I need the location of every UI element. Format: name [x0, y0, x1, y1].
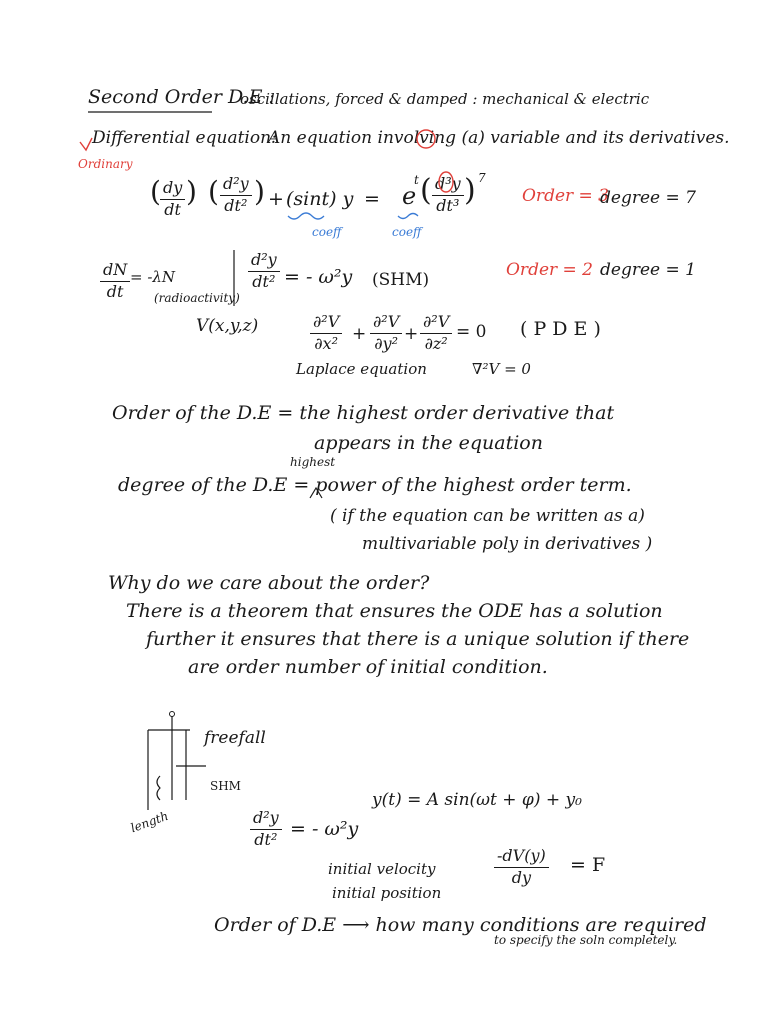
initial-velocity: initial velocity [328, 860, 436, 878]
coeff-note-2: coeff [392, 225, 422, 239]
footer-line-right: to specify the soln completely. [494, 933, 678, 947]
red-check [80, 138, 92, 150]
plus-sign: + [268, 188, 284, 210]
exp-superscript: t [414, 173, 419, 187]
why-question: Why do we care about the order? [108, 572, 430, 594]
highest-insert: highest [290, 455, 336, 469]
degree-seven: degree = 7 [600, 188, 696, 208]
pde-tag: ( P D E ) [520, 318, 601, 340]
plus-1: + [352, 324, 367, 344]
shm-equation-rhs: = - ω²y [290, 818, 359, 840]
paren-right-2: ) [254, 175, 265, 208]
power-seven: 7 [478, 171, 486, 185]
fraction-d2V-dz2: $\frac{\text{∂²V}}{\text{∂z²}}$ [420, 314, 452, 353]
why-line-2: further it ensures that there is a unique solution if there [146, 628, 690, 650]
degree-paren-2: multivariable poly in derivatives ) [362, 534, 653, 554]
fraction-dN-dt: $\frac{dN}{dt}$ [100, 262, 130, 301]
blue-squiggle-1 [288, 213, 324, 219]
nabla-equation: ∇²V = 0 [472, 360, 531, 378]
exp-base: e [402, 182, 417, 210]
paren-right-3: ) [464, 173, 476, 208]
degree-one: degree = 1 [600, 260, 696, 280]
fraction-dy-dt: $\frac{dy}{dt}$ [160, 180, 185, 219]
initial-position: initial position [332, 884, 442, 902]
shm-rhs: = - ω²y [284, 266, 353, 288]
fraction-d3y-dt3: $\frac{\text{d³y}}{\text{dt³}}$ [432, 176, 464, 215]
shm-label: SHM [210, 779, 241, 793]
order-definition-2: appears in the equation [314, 432, 543, 454]
pde-rhs: = 0 [456, 322, 487, 342]
order-three: Order = 3 [522, 186, 610, 206]
blue-squiggle-2 [398, 214, 418, 219]
diagram-top-dot [170, 712, 175, 717]
shm-solution: y(t) = A sin(ωt + φ) + y₀ [372, 790, 582, 810]
degree-definition: degree of the D.E = power of the highest order term. [118, 474, 632, 496]
equals-sign: = [364, 188, 380, 210]
force-rhs: = F [570, 854, 606, 876]
paren-left-2: ( [208, 175, 219, 208]
why-line-1: There is a theorem that ensures the ODE has a solution [126, 600, 663, 622]
paren-left-3: ( [420, 173, 432, 208]
radioactivity-note: (radioactivity) [154, 291, 240, 305]
fraction-shm: $\frac{\text{d²y}}{\text{dt²}}$ [248, 252, 280, 291]
diagram-brace [157, 776, 160, 800]
length-label: length [128, 808, 171, 836]
fraction-d2y-dt2-shm: $\frac{\text{d²y}}{\text{dt²}}$ [250, 810, 282, 849]
footer-line-left: Order of D.E ⟶ how many conditions are required [214, 914, 707, 936]
freefall-label: freefall [204, 728, 266, 748]
plus-2: + [404, 324, 419, 344]
fraction-d2V-dx2: $\frac{\text{∂²V}}{\text{∂x²}}$ [310, 314, 342, 353]
potential-function: V(x,y,z) [196, 316, 259, 336]
paren-right-1: ) [186, 175, 197, 208]
definition-text: An equation involving (a) variable and its derivatives. [268, 128, 730, 148]
why-line-3: are order number of initial condition. [188, 656, 548, 678]
header-topics: oscillations, forced & damped : mechanical & electric [240, 90, 650, 108]
sint-coefficient: (sint) y [286, 188, 354, 210]
fraction-d2V-dy2: $\frac{\text{∂²V}}{\text{∂y²}}$ [370, 314, 402, 353]
laplace-label: Laplace equation [296, 360, 427, 378]
fraction-d2y-dt2: $\frac{\text{d²y}}{\text{dt²}}$ [220, 176, 252, 215]
definition-term: Differential equation: [92, 128, 277, 148]
fraction-force: $\frac{-dV(y)}{dy}$ [494, 848, 549, 887]
order-definition-1: Order of the D.E = the highest order derivative that [112, 402, 615, 424]
order-two: Order = 2 [506, 260, 594, 280]
decay-rhs: = -λN [130, 268, 176, 286]
shm-tag: (SHM) [372, 270, 430, 290]
degree-paren-1: ( if the equation can be written as a) [330, 506, 645, 526]
paren-left-1: ( [150, 175, 161, 208]
coeff-note-1: coeff [312, 225, 342, 239]
header-title: Second Order D.E : [88, 86, 275, 108]
ordinary-tag: Ordinary [78, 157, 133, 171]
